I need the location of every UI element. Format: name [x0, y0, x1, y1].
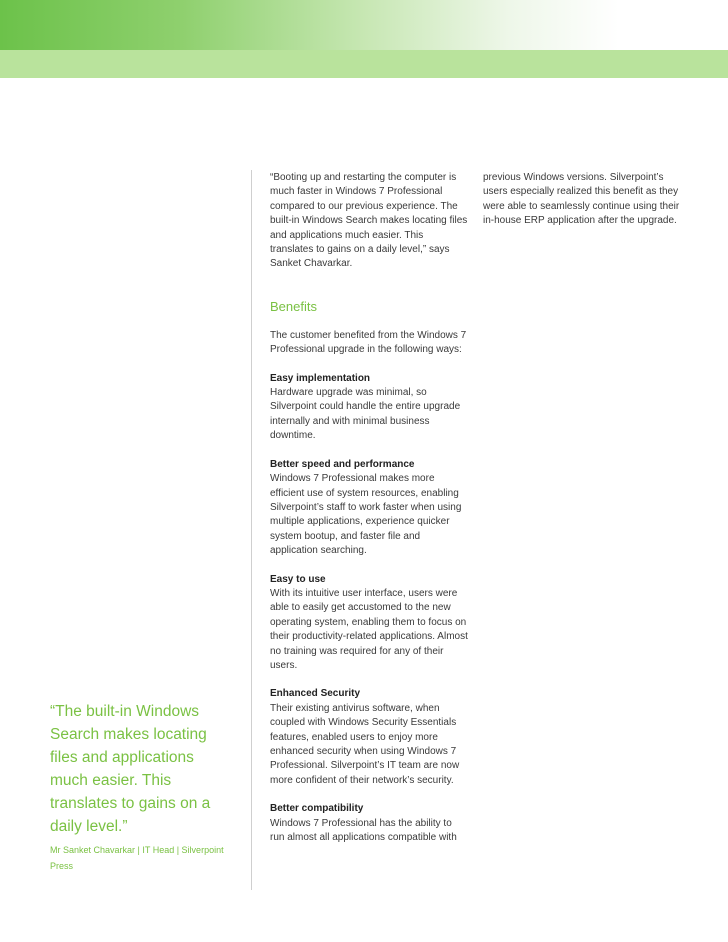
section-body: Hardware upgrade was minimal, so Silverpoint could handle the entire upgrade internally and with minimal business downtime. [270, 387, 461, 442]
header-light-band [0, 50, 728, 78]
section-title: Enhanced Security [270, 688, 361, 700]
section-body: With its intuitive user interface, users were able to easily get accustomed to the new operating system, enabling them to focus on their productivity-related applications. Almost no training was required for any of their users. [270, 587, 468, 671]
pull-quote-box [50, 700, 235, 874]
section-title: Better compatibility [270, 803, 364, 815]
benefits-heading: Benefits [270, 298, 317, 314]
right-column-paragraph: previous Windows versions. Silverpoint’s users especially realized this benefit as they were able to seamlessly continue using their in-house ERP application after the upgrade. [483, 172, 680, 227]
section-title: Better speed and performance [270, 458, 415, 470]
quote-attribution: Mr Sanket Chavarkar | IT Head | Silverpoint Press [50, 845, 224, 871]
benefits-intro: The customer benefited from the Windows 7 Professional upgrade in the following ways: [270, 329, 467, 356]
intro-paragraph: “Booting up and restarting the computer is much faster in Windows 7 Professional compared to our previous experience. The built-in Windows Search makes locating files and applications much easier. This translates to gains on a daily level,” says Sanket Chavarkar. [270, 172, 468, 270]
middle-column [270, 171, 468, 845]
pull-quote: “The built-in Windows Search makes locating files and applications much easier. This translates to gains on a daily level.” [50, 703, 211, 835]
section-body: Windows 7 Professional makes more efficient use of system resources, enabling Silverpoint’s staff to work faster when using multiple applications, experience quicker system bootup, and faster file and application searching. [270, 473, 462, 557]
column-divider [251, 170, 252, 890]
right-column [483, 171, 683, 229]
header-gradient-band [0, 0, 728, 50]
section-title: Easy to use [270, 573, 326, 585]
section-body: Windows 7 Professional has the ability to run almost all applications compatible with [270, 817, 457, 844]
section-title: Easy implementation [270, 372, 371, 384]
section-body: Their existing antivirus software, when coupled with Windows Security Essentials features, enabled users to enjoy more enhanced security when using Windows 7 Professional. Silverpoint’s IT team are now more confident of their network’s security. [270, 702, 460, 786]
